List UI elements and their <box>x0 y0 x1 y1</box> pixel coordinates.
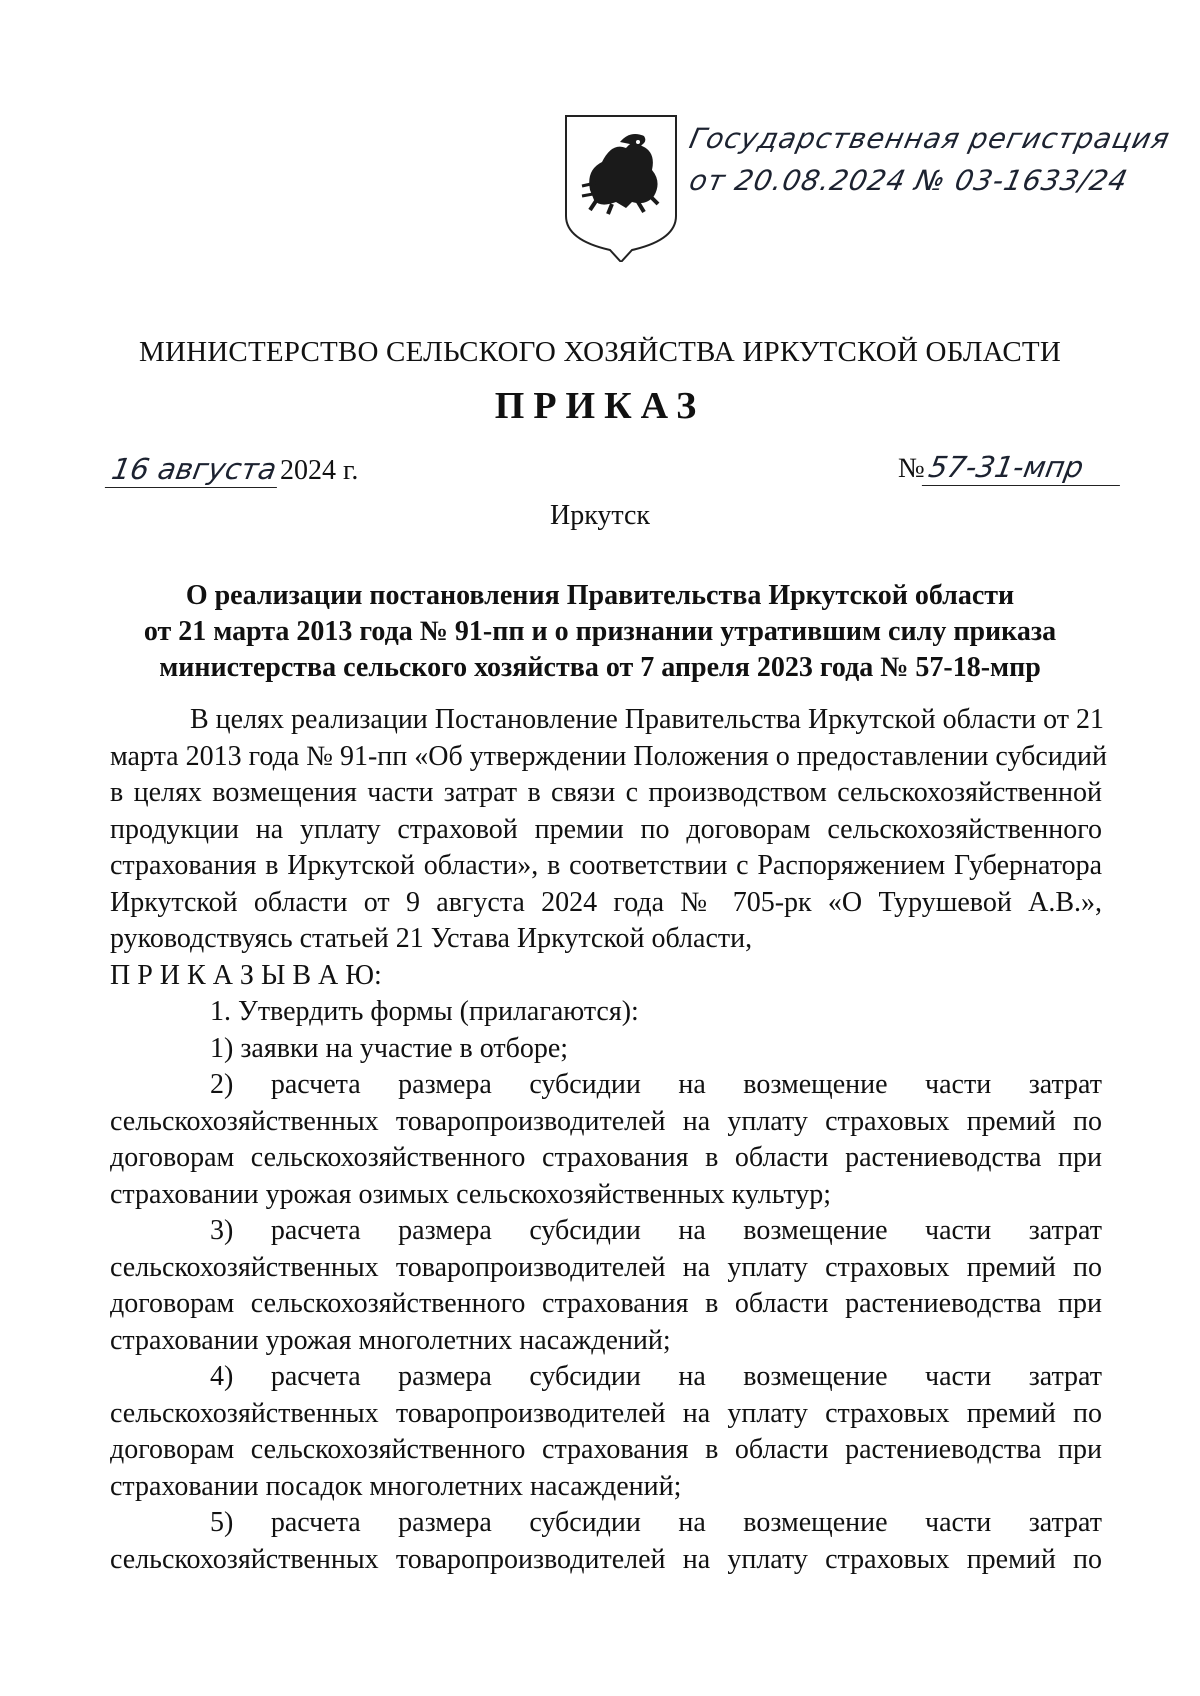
document-date <box>108 452 358 488</box>
number-handwritten: 57-31-мпр <box>922 450 1126 486</box>
order-word: П Р И К А З Ы В А Ю: <box>110 959 382 991</box>
preamble-line: руководствуясь статьей 21 Устава Иркутской области, <box>110 923 753 954</box>
date-year: 2024 г. <box>280 455 359 486</box>
preamble <box>110 702 1107 1578</box>
sub-item-5-line: сельскохозяйственных товаропроизводителей на уплату страховых премий по <box>110 1543 1102 1575</box>
sub-item-3-line: страховании урожая многолетних насаждений; <box>110 1324 671 1356</box>
coat-of-arms-icon <box>560 112 682 262</box>
item-1: 1. Утвердить формы (прилагаются): <box>210 996 639 1027</box>
sub-item-4-line: договорам сельскохозяйственного страхования в области растениеводства при <box>110 1434 1102 1465</box>
preamble-line: продукции на уплату страховой премии по договорам сельскохозяйственного <box>110 813 1102 845</box>
number-prefix: № <box>898 453 925 484</box>
order-title <box>120 578 1080 686</box>
preamble-line: страхования в Иркутской области», в соответствии с Распоряжением Губернатора <box>110 850 1102 881</box>
sub-item-4-line: страховании посадок многолетних насаждений; <box>110 1470 682 1502</box>
preamble-line: марта 2013 года № 91-пп «Об утверждении Положения о предоставлении субсидий <box>110 740 1107 772</box>
registration-note-line2: от 20.08.2024 № 03-1633/24 <box>686 164 1132 197</box>
document-type-heading: ПРИКАЗ <box>494 385 706 427</box>
preamble-line: в целях возмещения части затрат в связи с производством сельскохозяйственной <box>110 777 1102 808</box>
sub-item-4-line: сельскохозяйственных товаропроизводителей на уплату страховых премий по <box>110 1397 1102 1429</box>
ministry-heading: МИНИСТЕРСТВО СЕЛЬСКОГО ХОЗЯЙСТВА ИРКУТСКОЙ ОБЛАСТИ <box>139 336 1061 368</box>
preamble-line: В целях реализации Постановление Правительства Иркутской области от 21 <box>190 704 1105 735</box>
sub-item-2-line: страховании урожая озимых сельскохозяйственных культур; <box>110 1178 832 1210</box>
sub-item-3-lead: 3) расчета размера субсидии на возмещение части затрат <box>210 1215 1102 1246</box>
sub-item-4-lead: 4) расчета размера субсидии на возмещение части затрат <box>210 1361 1102 1392</box>
title-line-3: министерства сельского хозяйства от 7 апреля 2023 года № 57-18-мпр <box>159 652 1041 683</box>
title-line-1: О реализации постановления Правительства Иркутской области <box>185 580 1015 611</box>
document-number <box>898 450 1123 486</box>
sub-item-3-line: договорам сельскохозяйственного страхования в области растениеводства при <box>110 1288 1102 1319</box>
preamble-line: Иркутской области от 9 августа 2024 года № 705-рк «О Турушевой А.В.», <box>110 886 1102 918</box>
sub-item-1: 1) заявки на участие в отборе; <box>210 1032 569 1064</box>
sub-item-2-line: договорам сельскохозяйственного страхования в области растениеводства при <box>110 1142 1102 1173</box>
sub-item-2-lead: 2) расчета размера субсидии на возмещение части затрат <box>210 1069 1102 1100</box>
registration-note-line1: Государственная регистрация <box>686 122 1174 155</box>
title-line-2: от 21 марта 2013 года № 91-пп и о признании утратившим силу приказа <box>143 616 1057 647</box>
date-handwritten: 16 августа <box>105 452 283 488</box>
sub-item-3-line: сельскохозяйственных товаропроизводителей на уплату страховых премий по <box>110 1251 1102 1283</box>
sub-item-2-line: сельскохозяйственных товаропроизводителей на уплату страховых премий по <box>110 1105 1102 1137</box>
sub-item-5-lead: 5) расчета размера субсидии на возмещение части затрат <box>210 1507 1102 1538</box>
city: Иркутск <box>549 500 651 531</box>
